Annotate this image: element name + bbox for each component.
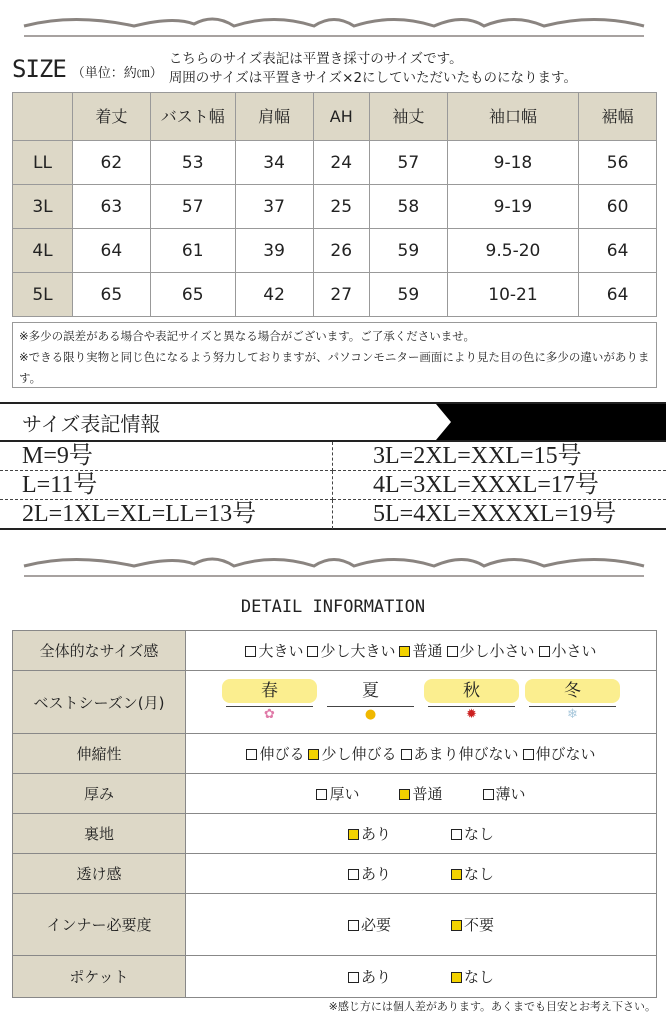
detail-table — [12, 630, 657, 998]
option-普通 — [399, 642, 442, 660]
option-必要 — [348, 916, 391, 934]
size-value: 53 — [150, 141, 235, 185]
option-label: 小さい — [551, 642, 597, 660]
option-label: 薄い — [495, 785, 526, 803]
unchecked-box-icon — [483, 789, 494, 800]
option-label: 少し伸びる — [321, 745, 397, 763]
size-value: 27 — [313, 273, 369, 317]
size-value: 64 — [579, 273, 657, 317]
option-あり — [348, 968, 391, 986]
size-label: 5L — [13, 273, 73, 317]
season-icon: ✿ — [264, 707, 275, 722]
table-row — [13, 273, 657, 317]
unchecked-box-icon — [307, 646, 318, 657]
size-value: 64 — [73, 229, 151, 273]
unchecked-box-icon — [348, 972, 359, 983]
size-value: 10-21 — [447, 273, 578, 317]
size-value: 37 — [235, 185, 313, 229]
season-label: 冬 — [525, 679, 620, 703]
size-equivalence: 5L=4XL=XXXXL=19号 — [373, 501, 617, 527]
option-label: あり — [360, 865, 391, 883]
season-label: 秋 — [424, 679, 519, 703]
detail-label: インナー必要度 — [13, 894, 186, 956]
note: ※多少の誤差がある場合や表記サイズと異なる場合がございます。ご了承くださいませ。 — [19, 329, 475, 343]
option-伸びない — [523, 745, 596, 763]
size-title: SIZE — [12, 55, 66, 83]
size-value: 58 — [369, 185, 447, 229]
season-2 — [424, 679, 519, 725]
option-label: なし — [464, 865, 495, 883]
checked-box-icon — [451, 920, 462, 931]
size-equivalence: L=11号 — [0, 471, 333, 500]
size-value: 65 — [150, 273, 235, 317]
size-value: 63 — [73, 185, 151, 229]
column-header: バスト幅 — [150, 93, 235, 141]
unchecked-box-icon — [348, 920, 359, 931]
option-少し小さい — [447, 642, 535, 660]
option-label: 厚い — [329, 785, 360, 803]
ornament-divider-bottom — [14, 548, 652, 584]
size-value: 9-19 — [447, 185, 578, 229]
size-equivalence: 4L=3XL=XXXL=17号 — [333, 471, 666, 500]
checked-box-icon — [399, 789, 410, 800]
detail-label: 裏地 — [13, 814, 186, 854]
ornament-divider-top — [14, 8, 652, 44]
option-大きい — [245, 642, 303, 660]
column-header: AH — [313, 93, 369, 141]
option-label: 少し大きい — [320, 642, 396, 660]
option-label: 少し小さい — [459, 642, 535, 660]
size-info-section — [0, 402, 666, 530]
size-value: 59 — [369, 229, 447, 273]
size-value: 64 — [579, 229, 657, 273]
size-equivalence: 2L=1XL=XL=LL=13号 — [0, 500, 333, 529]
option-厚い — [316, 785, 359, 803]
corner-cell — [13, 93, 73, 141]
option-label: 普通 — [412, 785, 443, 803]
size-value: 62 — [73, 141, 151, 185]
checked-box-icon — [348, 829, 359, 840]
size-value: 42 — [235, 273, 313, 317]
size-value: 57 — [369, 141, 447, 185]
size-desc-1: こちらのサイズ表記は平置き採寸のサイズです。 — [168, 51, 463, 67]
size-label: 4L — [13, 229, 73, 273]
option-少し伸びる — [308, 745, 396, 763]
option-label: 大きい — [258, 642, 304, 660]
arrow-banner — [436, 404, 666, 440]
unchecked-box-icon — [348, 869, 359, 880]
option-あり — [348, 825, 391, 843]
detail-options — [186, 854, 657, 894]
size-value: 24 — [313, 141, 369, 185]
option-label: なし — [464, 825, 495, 843]
option-普通 — [399, 785, 442, 803]
column-header: 袖口幅 — [447, 93, 578, 141]
size-value: 25 — [313, 185, 369, 229]
table-row — [13, 229, 657, 273]
option-label: あまり伸びない — [413, 745, 519, 763]
option-label: 伸びない — [535, 745, 596, 763]
column-header: 袖丈 — [369, 93, 447, 141]
unchecked-box-icon — [316, 789, 327, 800]
checked-box-icon — [451, 972, 462, 983]
detail-row — [13, 631, 657, 671]
detail-label: 全体的なサイズ感 — [13, 631, 186, 671]
detail-label: 透け感 — [13, 854, 186, 894]
option-label: 不要 — [464, 916, 495, 934]
note: ※できる限り実物と同じ色になるよう努力しておりますが、パソコンモニター画面により見た目の色に多少の違いがあります。 — [19, 350, 650, 385]
option-あり — [348, 865, 391, 883]
option-少し大きい — [307, 642, 395, 660]
option-小さい — [539, 642, 597, 660]
size-label: 3L — [13, 185, 73, 229]
size-equivalence: 3L=2XL=XXL=15号 — [333, 442, 666, 471]
option-なし — [451, 825, 494, 843]
option-伸びる — [246, 745, 304, 763]
option-label: なし — [464, 968, 495, 986]
detail-row — [13, 774, 657, 814]
season-label: 夏 — [362, 681, 379, 701]
season-1 — [323, 679, 418, 725]
size-value: 65 — [73, 273, 151, 317]
detail-label: ベストシーズン(月) — [13, 671, 186, 734]
option-不要 — [451, 916, 494, 934]
season-3 — [525, 679, 620, 725]
detail-options — [186, 631, 657, 671]
option-label: 普通 — [412, 642, 443, 660]
unchecked-box-icon — [401, 749, 412, 760]
column-header: 裾幅 — [579, 93, 657, 141]
option-なし — [451, 865, 494, 883]
season-icon: ● — [364, 707, 377, 722]
size-notes — [12, 322, 657, 388]
detail-options — [186, 814, 657, 854]
option-label: 必要 — [360, 916, 391, 934]
detail-row — [13, 734, 657, 774]
season-icon: ❄ — [567, 707, 578, 722]
size-value: 9.5-20 — [447, 229, 578, 273]
size-header — [12, 50, 577, 88]
option-label: あり — [360, 968, 391, 986]
detail-title: DETAIL INFORMATION — [240, 597, 426, 617]
detail-options — [186, 671, 657, 734]
checked-box-icon — [308, 749, 319, 760]
size-info-title: サイズ表記情報 — [22, 412, 161, 436]
size-unit: （単位：約㎝） — [71, 65, 163, 81]
detail-row — [13, 956, 657, 998]
table-row — [13, 185, 657, 229]
size-equivalence: M=9号 — [0, 442, 333, 471]
column-header: 肩幅 — [235, 93, 313, 141]
option-薄い — [483, 785, 526, 803]
size-desc-2: 周囲のサイズは平置きサイズ×2にしていただいたものになります。 — [168, 70, 577, 86]
size-value: 39 — [235, 229, 313, 273]
checked-box-icon — [451, 869, 462, 880]
option-label: 伸びる — [259, 745, 305, 763]
unchecked-box-icon — [523, 749, 534, 760]
unchecked-box-icon — [447, 646, 458, 657]
detail-options — [186, 774, 657, 814]
detail-options — [186, 894, 657, 956]
option-label: あり — [360, 825, 391, 843]
detail-label: ポケット — [13, 956, 186, 998]
detail-label: 厚み — [13, 774, 186, 814]
detail-label: 伸縮性 — [13, 734, 186, 774]
size-value: 60 — [579, 185, 657, 229]
size-value: 26 — [313, 229, 369, 273]
detail-row — [13, 814, 657, 854]
column-header: 着丈 — [73, 93, 151, 141]
unchecked-box-icon — [539, 646, 550, 657]
footer-note: ※感じ方には個人差があります。あくまでも目安とお考え下さい。 — [328, 1000, 656, 1013]
detail-row — [13, 671, 657, 734]
detail-options — [186, 956, 657, 998]
size-value: 57 — [150, 185, 235, 229]
size-value: 9-18 — [447, 141, 578, 185]
option-あまり伸びない — [401, 745, 519, 763]
unchecked-box-icon — [246, 749, 257, 760]
size-table — [12, 92, 657, 317]
detail-options — [186, 734, 657, 774]
season-0 — [222, 679, 317, 725]
checked-box-icon — [399, 646, 410, 657]
size-value: 34 — [235, 141, 313, 185]
size-value: 56 — [579, 141, 657, 185]
size-value: 61 — [150, 229, 235, 273]
table-row — [13, 141, 657, 185]
unchecked-box-icon — [245, 646, 256, 657]
size-value: 59 — [369, 273, 447, 317]
option-なし — [451, 968, 494, 986]
unchecked-box-icon — [451, 829, 462, 840]
season-label: 春 — [222, 679, 317, 703]
detail-row — [13, 854, 657, 894]
season-icon: ✹ — [466, 707, 477, 722]
detail-row — [13, 894, 657, 956]
size-label: LL — [13, 141, 73, 185]
